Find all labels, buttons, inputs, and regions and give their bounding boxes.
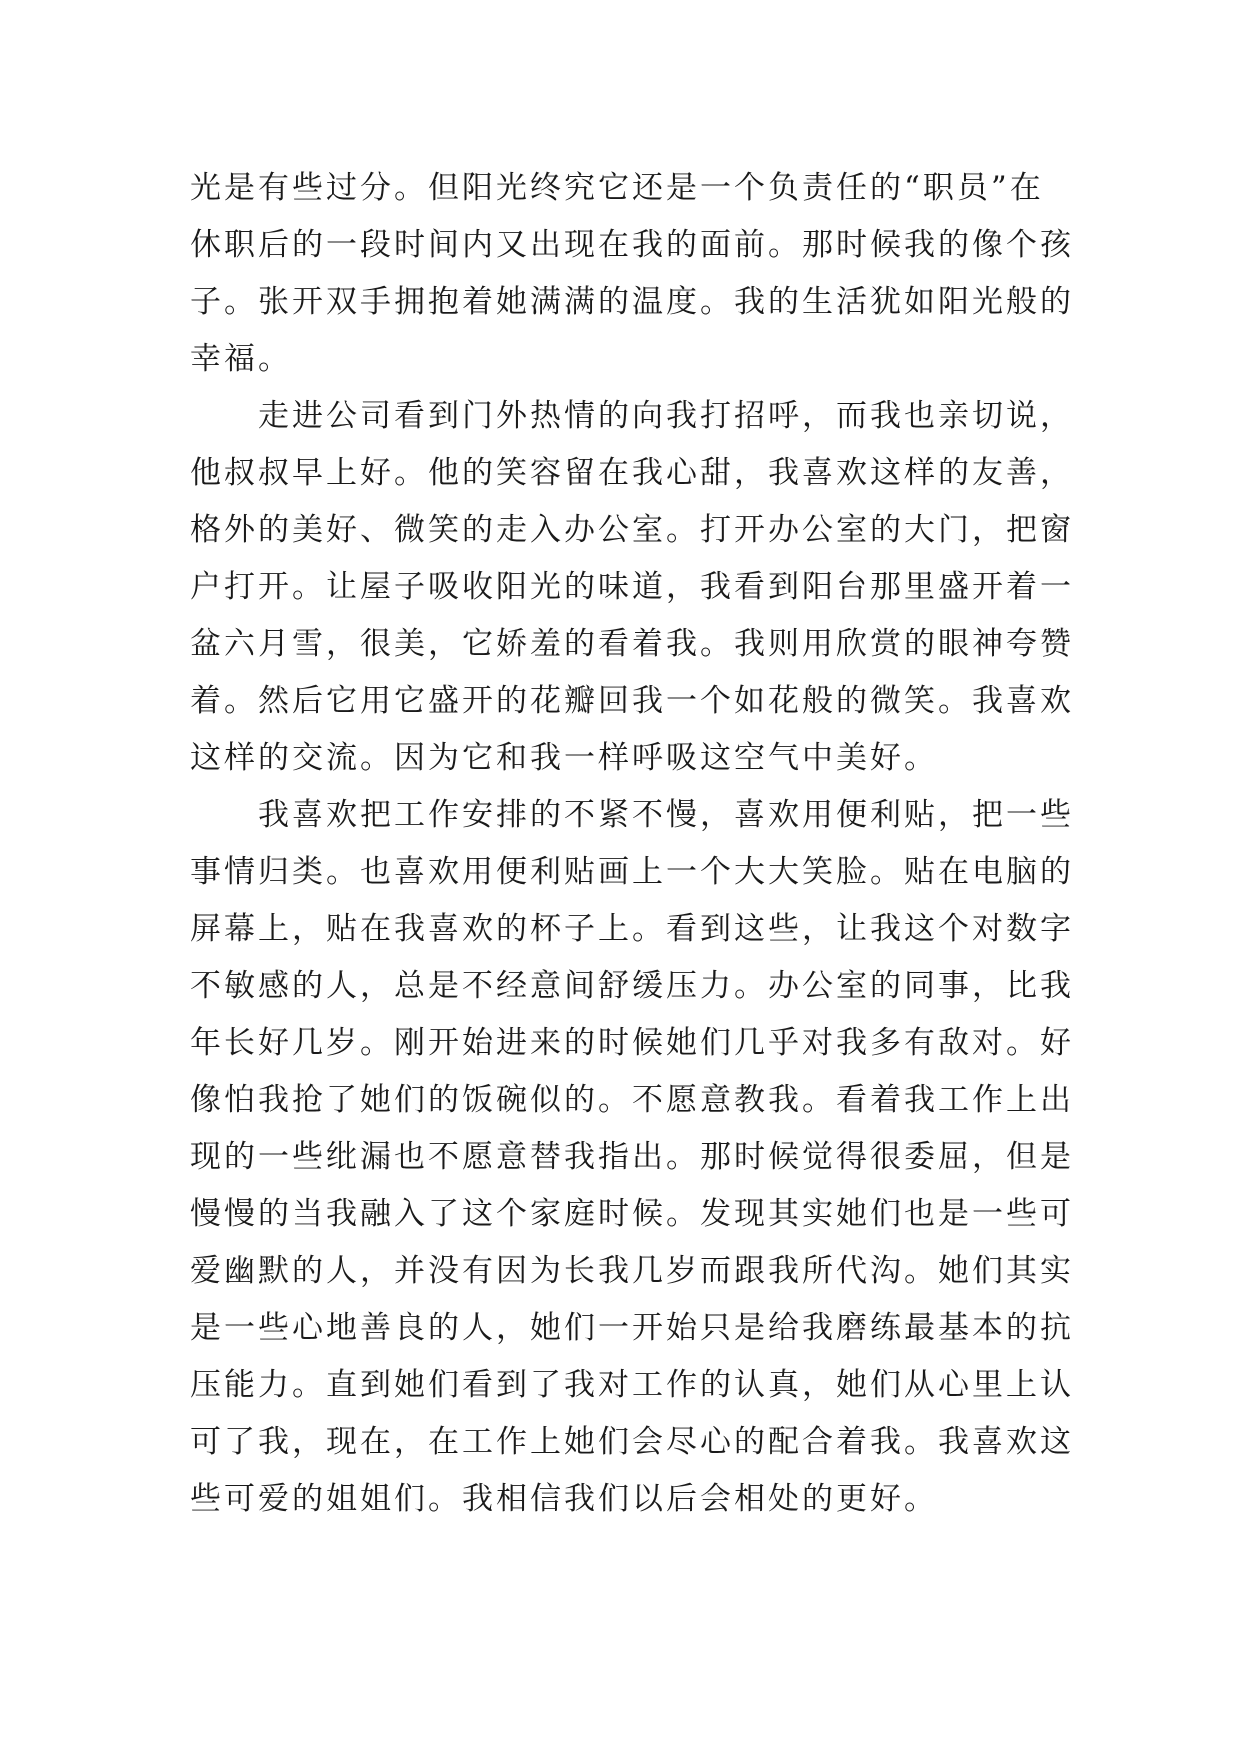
- text-line: 像怕我抢了她们的饭碗似的。不愿意教我。看着我工作上出: [190, 1082, 1074, 1118]
- text-line: 不敏感的人，总是不经意间舒缓压力。办公室的同事，比我: [190, 968, 1074, 1004]
- text-line: 爱幽默的人，并没有因为长我几岁而跟我所代沟。她们其实: [190, 1253, 1074, 1289]
- text-line: 些可爱的姐姐们。我相信我们以后会相处的更好。: [190, 1481, 938, 1517]
- text-line: 可了我，现在，在工作上她们会尽心的配合着我。我喜欢这: [190, 1424, 1074, 1460]
- text-line: 屏幕上，贴在我喜欢的杯子上。看到这些，让我这个对数字: [190, 911, 1074, 947]
- text-line: 现的一些纰漏也不愿意替我指出。那时候觉得很委屈，但是: [190, 1139, 1074, 1175]
- text-line: 事情归类。也喜欢用便利贴画上一个大大笑脸。贴在电脑的: [190, 854, 1074, 890]
- text-line: 幸福。: [190, 341, 292, 377]
- text-line: 这样的交流。因为它和我一样呼吸这空气中美好。: [190, 740, 938, 776]
- text-line: 光是有些过分。但阳光终究它还是一个负责任的“职员”在: [190, 170, 1044, 206]
- text-line: 子。张开双手拥抱着她满满的温度。我的生活犹如阳光般的: [190, 284, 1074, 320]
- text-line: 户打开。让屋子吸收阳光的味道，我看到阳台那里盛开着一: [190, 569, 1074, 605]
- text-line: 压能力。直到她们看到了我对工作的认真，她们从心里上认: [190, 1367, 1074, 1403]
- text-line: 是一些心地善良的人，她们一开始只是给我磨练最基本的抗: [190, 1310, 1074, 1346]
- text-line: 盆六月雪，很美，它娇羞的看着我。我则用欣赏的眼神夸赞: [190, 626, 1074, 662]
- text-line: 走进公司看到门外热情的向我打招呼，而我也亲切说，: [258, 398, 1074, 434]
- text-line: 休职后的一段时间内又出现在我的面前。那时候我的像个孩: [190, 227, 1074, 263]
- text-line: 着。然后它用它盛开的花瓣回我一个如花般的微笑。我喜欢: [190, 683, 1074, 719]
- paragraph-1: [190, 160, 1074, 388]
- paragraph-2: [190, 388, 1074, 787]
- paragraph-3: [190, 787, 1074, 1528]
- text-line: 年长好几岁。刚开始进来的时候她们几乎对我多有敌对。好: [190, 1025, 1074, 1061]
- text-line: 慢慢的当我融入了这个家庭时候。发现其实她们也是一些可: [190, 1196, 1074, 1232]
- text-line: 我喜欢把工作安排的不紧不慢，喜欢用便利贴，把一些: [258, 797, 1074, 833]
- text-line: 格外的美好、微笑的走入办公室。打开办公室的大门，把窗: [190, 512, 1074, 548]
- text-line: 他叔叔早上好。他的笑容留在我心甜，我喜欢这样的友善，: [190, 455, 1074, 491]
- document-body: [190, 160, 1074, 1528]
